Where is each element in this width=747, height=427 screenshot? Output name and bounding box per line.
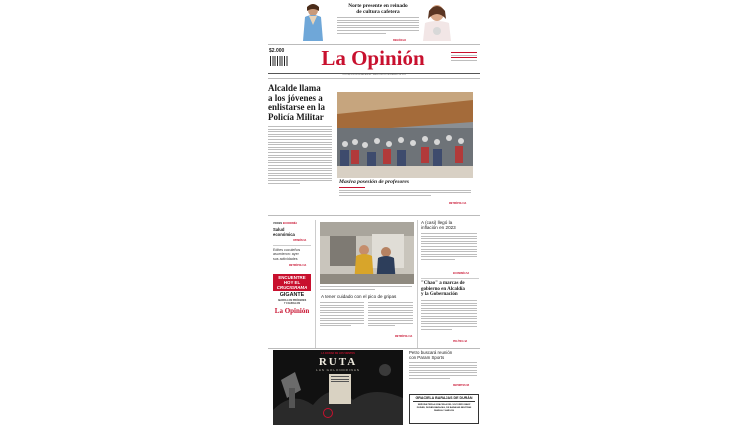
inflation-body: [421, 233, 477, 262]
promo-brand: La Opinión: [274, 307, 310, 315]
center-photo-caption: [320, 286, 412, 291]
barcode: [270, 56, 288, 66]
petro-body: [409, 362, 477, 380]
ad-seal-icon: [323, 408, 333, 418]
petro-headline[interactable]: Petro buscará reunión con Param Sports: [409, 350, 453, 360]
queen-photo-right: [419, 1, 451, 41]
date-line: CÚCUTA, NORTE DE SANTANDER · MIÉRCOLES 22 DE FEBRERO DE 2023: [342, 74, 406, 76]
teaser-body-text: [337, 17, 419, 35]
lead-photo-teachers[interactable]: [337, 92, 473, 178]
masthead-right-index: [451, 52, 477, 62]
notice-line-1: SEÑORA PERLA GRACIELA DEL SOCORRO BAEZ: [417, 404, 471, 406]
lead-photo-section[interactable]: METRÓPOLI 3A: [449, 203, 467, 205]
notice-title: GRACIELA BARAJAS DE DURÁN: [415, 396, 473, 400]
marcas-body: [421, 300, 477, 331]
ruta-ad[interactable]: [273, 350, 403, 425]
ad-subtitle: LAS GOLONDRINAS: [316, 368, 360, 372]
center-body-col1: [320, 302, 364, 328]
teaser-headline[interactable]: Norte presente en reinado de cultura cafetera: [348, 3, 408, 15]
voces-label: VOCES ECONOMÍA: [273, 222, 298, 225]
crossword-promo[interactable]: [273, 274, 311, 342]
center-photo-gripas[interactable]: [320, 222, 414, 284]
center-section[interactable]: METRÓPOLI 3A: [395, 336, 413, 338]
marcas-headline[interactable]: "Chao" a marcas de gobierno en Alcaldía y la Gobernación: [421, 281, 465, 298]
obituary-notice[interactable]: [409, 394, 479, 424]
left-item2-section[interactable]: METRÓPOLI 3A: [289, 265, 307, 267]
inflation-headline[interactable]: A (casi) llegó la inflación en 2023: [421, 220, 456, 231]
center-body-col2: [368, 302, 413, 328]
queen-photo-left: [299, 1, 327, 41]
newspaper-front-page: [263, 0, 483, 427]
petro-section[interactable]: DEPORTES 1B: [453, 385, 470, 387]
marcas-section[interactable]: POLÍTICA 4A: [453, 341, 468, 343]
ad-fine-print: [331, 376, 349, 384]
promo-line-3: CRUCIGRAMA: [276, 285, 308, 290]
promo-line-2: HOY EL: [283, 280, 301, 285]
price-label: $2.000: [269, 48, 285, 54]
masthead-title: La Opinión: [321, 46, 425, 70]
ad-title: RUTA: [318, 356, 358, 368]
notice-line-2: DURÁN, DURÁN BARAJAS, DE BARAJAS BELTRÁN: [416, 407, 472, 409]
promo-line-4: GIGANTE: [279, 292, 305, 298]
left-item1-section[interactable]: OPINIÓN 6A: [293, 240, 307, 242]
promo-line-1: ENCUENTRE: [278, 275, 306, 280]
lead-photo-caption-text: [339, 187, 471, 197]
promo-line-5: AHORA LOS PRÓCERES Y CAUDILLOS: [277, 299, 307, 305]
lead-body-text: [268, 126, 332, 186]
ad-header: LA CIUDAD DE LOS VIENTOS: [321, 352, 355, 355]
lead-photo-caption[interactable]: Masiva posesión de profesores: [339, 179, 410, 185]
left-item2-title[interactable]: Edites cuculeños asumieron: ayer sus actividades: [273, 248, 301, 261]
left-item1-title[interactable]: Salud económica: [273, 227, 295, 237]
lead-headline[interactable]: Alcalde llama a los jóvenes a enlistarse en la Policía Militar: [268, 83, 325, 122]
teaser-section[interactable]: REGIÓN 2A: [393, 39, 407, 42]
center-headline[interactable]: A tener cuidado con el pico de gripas: [321, 294, 397, 299]
notice-line-3: FAMILIA Y AMIGOS: [433, 410, 455, 412]
inflation-section[interactable]: ECONOMÍA 5A: [453, 273, 470, 275]
